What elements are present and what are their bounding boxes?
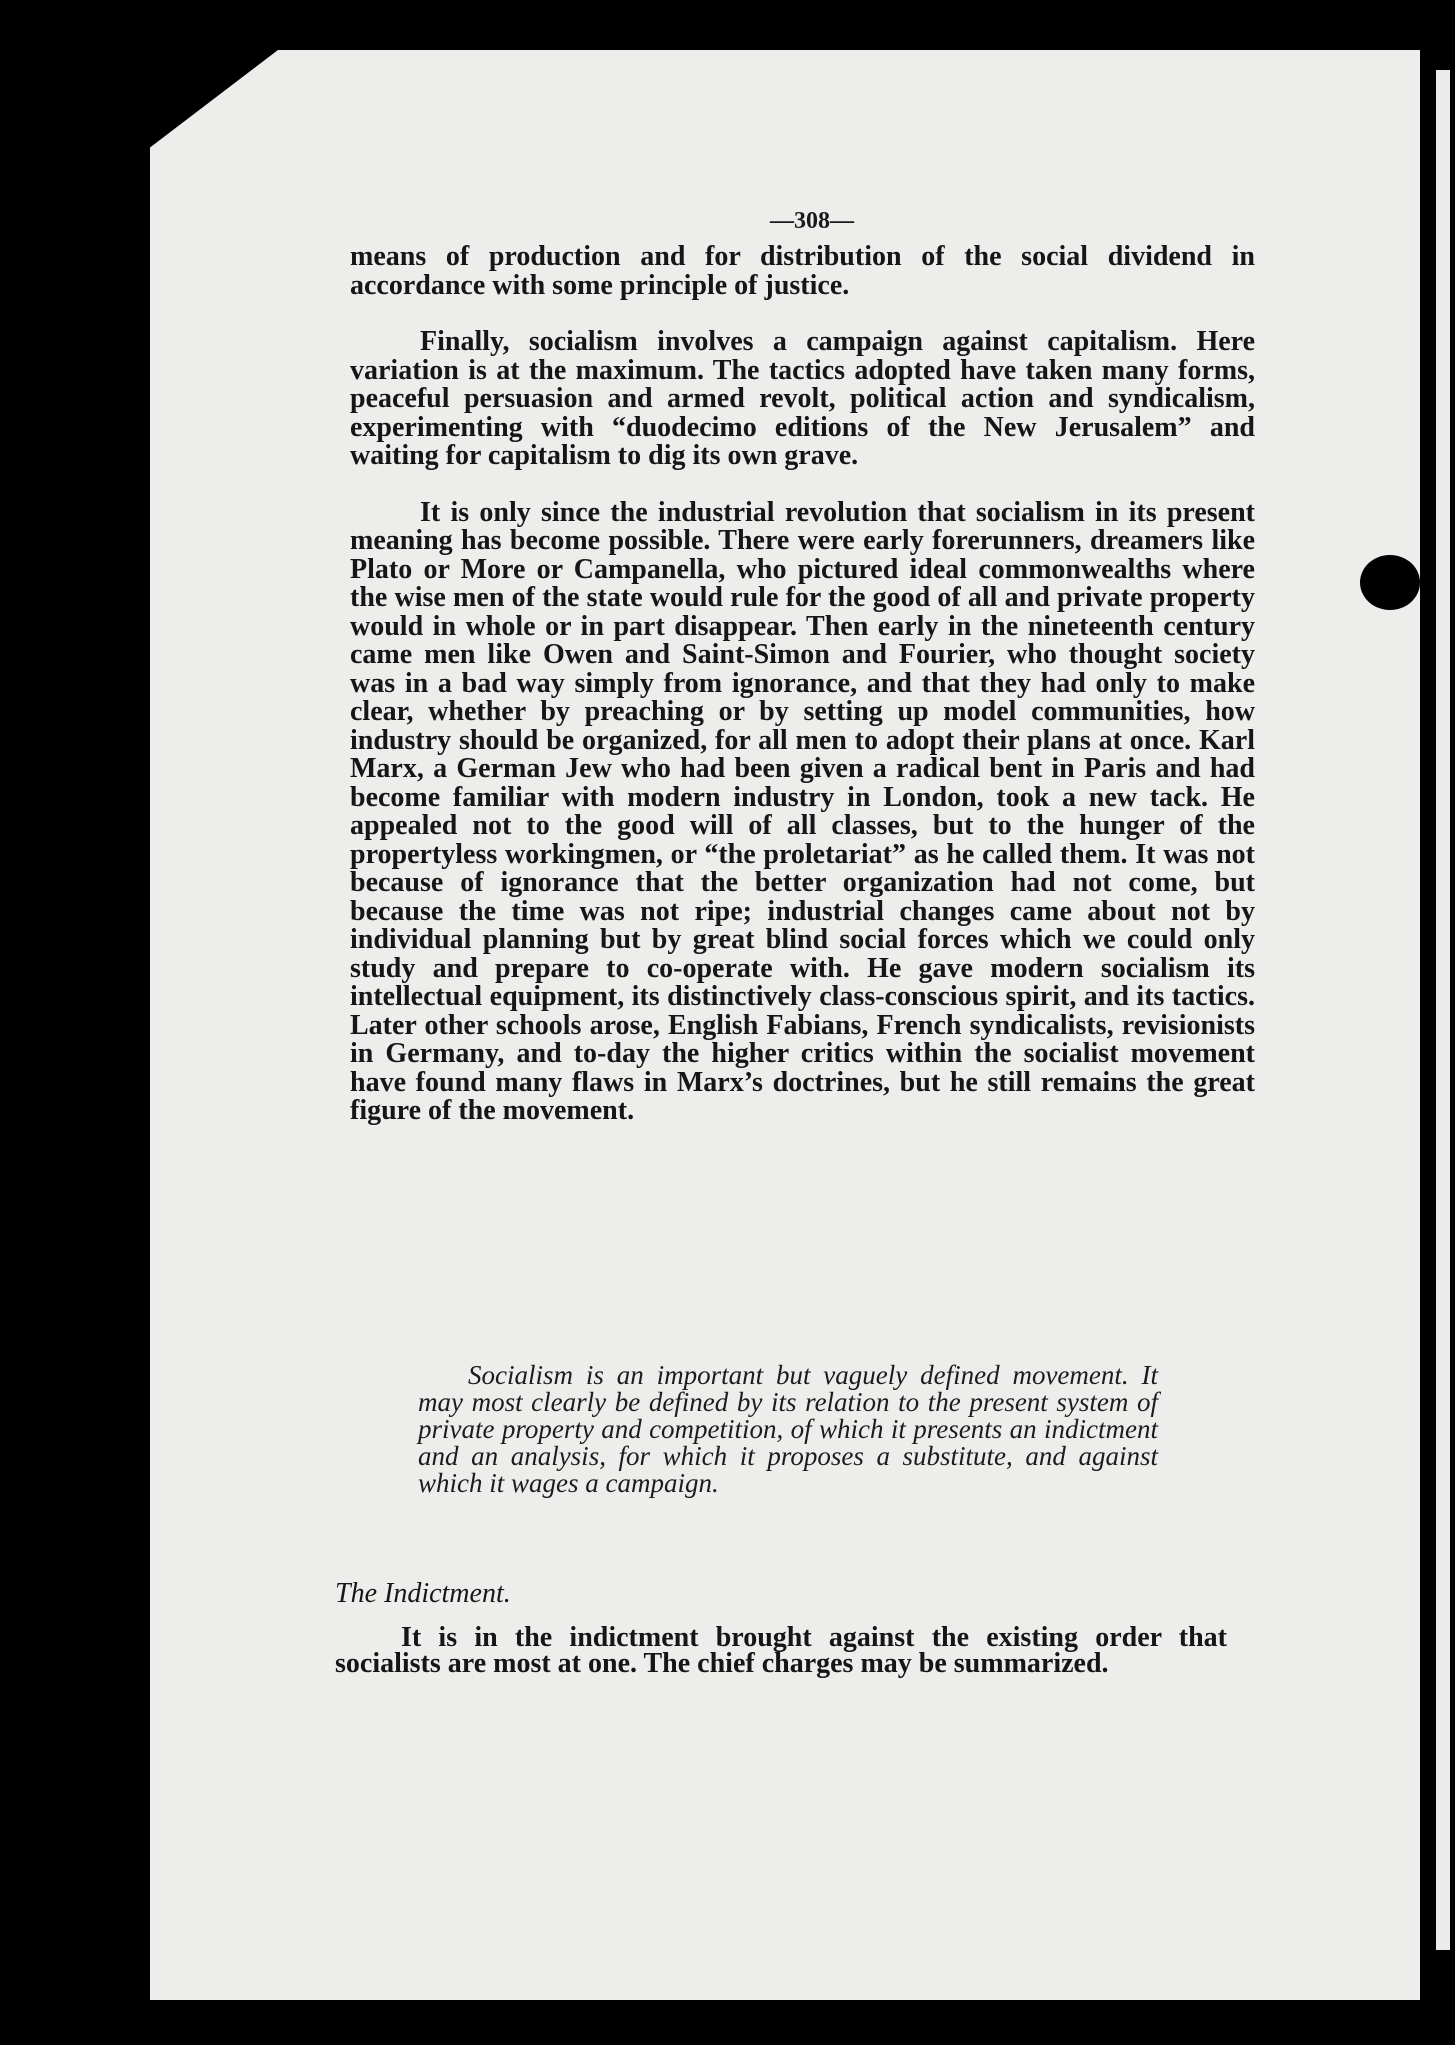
ink-blot — [800, 2010, 834, 2040]
paragraph-capitalism: Finally, socialism involves a campaign against capitalism. Here variation is at the maximum. The tactics adopted have taken many forms, peaceful persuasion and armed revolt, political action and syndicalism, experimenting with “duodecimo editions of the New Jerusalem” and waiting for capitalism to dig its own grave. — [350, 326, 1255, 471]
paragraph-continuation: means of production and for distribution of the social dividend in accordance with some principle of justice. — [350, 241, 1255, 301]
ink-blot — [1360, 555, 1420, 610]
page-number: —308— — [770, 208, 854, 234]
ink-blot — [975, 0, 1003, 22]
paragraph-indictment: It is in the indictment brought against the existing order that socialists are most at one. The chief charges may be summarized. — [335, 1622, 1227, 1679]
summary-block: Socialism is an important but vaguely defined movement. It may most clearly be defined by its relation to the present system of private property and competition, of which it presents an indictment and an analysis, for which it proposes a substitute, and against which it wages a campaign. — [418, 1360, 1158, 1498]
section-heading: The Indictment. — [335, 1578, 511, 1609]
paragraph-history: It is only since the industrial revolution that socialism in its present meaning has become possible. There were early forerunners, dreamers like Plato or More or Campanella, who pictured ideal commonwealths where the wise men of the state would rule for the good of all and private property would in whole or in part disappear. Then early in the nineteenth century came men like Owen and Saint-Simon and Fourier, who thought society was in a bad way simply from ignorance, and that they had only to make clear, whether by preaching or by setting up model communities, how industry should be organized, for all men to adopt their plans at once. Karl Marx, a German Jew who had been given a radical bent in Paris and had become familiar with modern industry in London, took a new tack. He appealed not to the good will of all classes, but to the hunger of the propertyless workingmen, or “the proletariat” as he called them. It was not because of ignorance that the better organization had not come, but because the time was not ripe; industrial changes came about not by individual planning but by great blind social forces which we could only study and prepare to co-operate with. He gave modern socialism its intellectual equipment, its distinctively class-conscious spirit, and its tactics. Later other schools arose, English Fabians, French syndicalists, revisionists in Germany, and to-day the higher critics within the socialist movement have found many flaws in Marx’s doctrines, but he still remains the great figure of the movement. — [350, 496, 1255, 1126]
body-text — [350, 243, 1255, 1154]
adjacent-page-strip — [1436, 70, 1450, 1950]
